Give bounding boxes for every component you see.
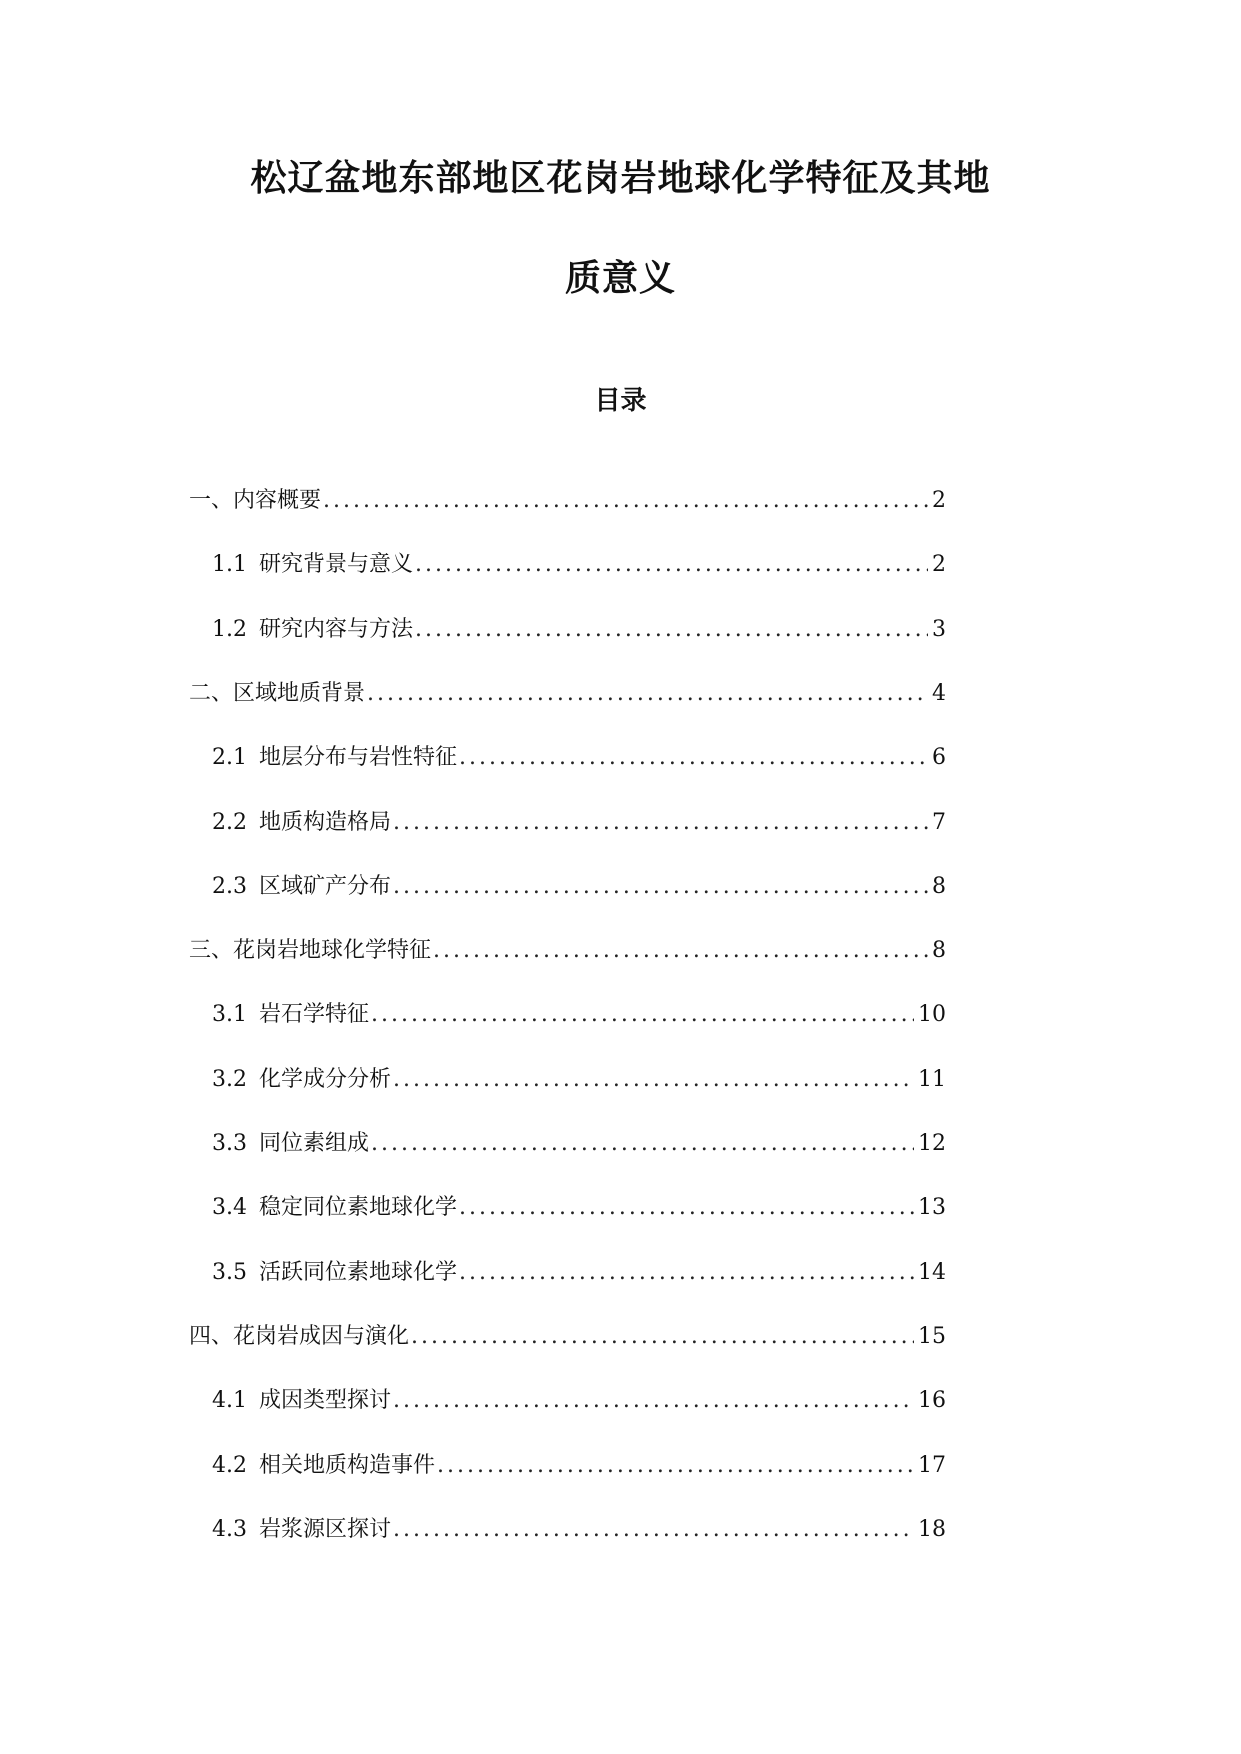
- toc-entry-label: 稳定同位素地球化学: [259, 1195, 458, 1221]
- toc-entry-label: 化学成分分析: [259, 1066, 392, 1092]
- toc-entry-number: 3.5: [212, 1259, 247, 1285]
- toc-entry[interactable]: [212, 1062, 946, 1098]
- toc-entry-number: 4.1: [212, 1388, 247, 1414]
- document-title-line-2: 质意义: [564, 257, 676, 299]
- toc-entry-page-number: 15: [918, 1323, 946, 1349]
- toc-entry-page-number: 14: [918, 1259, 946, 1285]
- toc-entry-number: 3.4: [212, 1195, 247, 1221]
- toc-entry-number: 1.2: [212, 616, 247, 642]
- toc-entry[interactable]: [212, 997, 946, 1033]
- toc-entry-number: 2.1: [212, 745, 247, 771]
- toc-entry-page-number: 16: [918, 1388, 946, 1414]
- toc-entry-label: 一、内容概要: [189, 488, 322, 513]
- toc-entry-label: 成因类型探讨: [259, 1388, 392, 1414]
- toc-entry[interactable]: [212, 612, 946, 648]
- document-title-line-1: 松辽盆地东部地区花岗岩地球化学特征及其地: [250, 157, 991, 199]
- toc-entry-label: 区域矿产分布: [259, 873, 392, 899]
- toc-entry-label: 同位素组成: [259, 1131, 370, 1156]
- toc-entry-page-number: 10: [918, 1002, 946, 1028]
- toc-entry-number: 4.2: [212, 1452, 247, 1478]
- toc-entry-page-number: 8: [932, 873, 946, 899]
- toc-entry-page-number: 17: [918, 1452, 946, 1478]
- toc-entry-page-number: 11: [918, 1066, 946, 1092]
- toc-entry-number: 3.3: [212, 1131, 247, 1156]
- toc-entry-page-number: 2: [932, 552, 946, 578]
- toc-entry-number: 3.1: [212, 1002, 247, 1028]
- toc-leader-dots: [393, 1062, 914, 1098]
- toc-entry-page-number: 18: [918, 1516, 946, 1542]
- toc-entry-label: 岩浆源区探讨: [259, 1516, 392, 1542]
- toc-leader-dots: [367, 676, 928, 712]
- toc-entry-number: 2.3: [212, 873, 247, 899]
- toc-entry-page-number: 6: [932, 745, 946, 771]
- toc-entry[interactable]: [212, 1383, 946, 1419]
- toc-entry-label: 二、区域地质背景: [189, 680, 366, 706]
- toc-heading: 目录: [594, 386, 647, 416]
- toc-entry-page-number: 2: [932, 488, 946, 513]
- toc-entry-page-number: 3: [932, 616, 946, 642]
- toc-entry[interactable]: [212, 1255, 946, 1291]
- toc-entry[interactable]: [212, 869, 946, 905]
- toc-leader-dots: [415, 612, 928, 648]
- toc-entry[interactable]: [212, 1190, 946, 1226]
- toc-entry-page-number: 4: [932, 680, 946, 706]
- toc-entry-label: 研究内容与方法: [259, 616, 414, 642]
- toc-leader-dots: [459, 1190, 914, 1226]
- toc-entry[interactable]: [212, 547, 946, 583]
- toc-entry[interactable]: [212, 1448, 946, 1484]
- toc-entry-number: 4.3: [212, 1516, 247, 1542]
- toc-entry-page-number: 7: [932, 809, 946, 835]
- toc-leader-dots: [459, 1255, 914, 1291]
- toc-entry-label: 地质构造格局: [259, 809, 392, 835]
- toc-entry[interactable]: [212, 1512, 946, 1548]
- toc-leader-dots: [393, 869, 928, 905]
- toc-leader-dots: [371, 997, 914, 1033]
- toc-entry[interactable]: [189, 1319, 946, 1355]
- toc-entry-number: 1.1: [212, 552, 247, 578]
- toc-leader-dots: [393, 1383, 914, 1419]
- toc-leader-dots: [411, 1319, 914, 1355]
- toc-leader-dots: [433, 933, 928, 969]
- toc-leader-dots: [437, 1448, 914, 1484]
- toc-entry-label: 岩石学特征: [259, 1002, 370, 1028]
- toc-leader-dots: [393, 1512, 914, 1548]
- toc-entry-label: 三、花岗岩地球化学特征: [189, 938, 432, 964]
- toc-entry-page-number: 13: [918, 1195, 946, 1221]
- toc-entry-page-number: 8: [932, 938, 946, 964]
- toc-entry-number: 2.2: [212, 809, 247, 835]
- toc-leader-dots: [415, 547, 928, 583]
- toc-entry-label: 四、花岗岩成因与演化: [189, 1323, 410, 1349]
- toc-entry-number: 3.2: [212, 1066, 247, 1092]
- toc-entry[interactable]: [212, 740, 946, 776]
- toc-entry[interactable]: [212, 1126, 946, 1162]
- toc-leader-dots: [323, 483, 928, 519]
- toc-leader-dots: [371, 1126, 914, 1162]
- toc-entry[interactable]: [189, 483, 946, 519]
- toc-leader-dots: [393, 805, 928, 841]
- toc-entry-label: 活跃同位素地球化学: [259, 1259, 458, 1285]
- toc-entry-page-number: 12: [918, 1131, 946, 1156]
- toc-entry-label: 研究背景与意义: [259, 552, 414, 578]
- toc-leader-dots: [459, 740, 928, 776]
- toc-entry[interactable]: [189, 676, 946, 712]
- toc-entry[interactable]: [189, 933, 946, 969]
- toc-entry-label: 地层分布与岩性特征: [259, 745, 458, 771]
- toc-entry[interactable]: [212, 805, 946, 841]
- toc-entry-label: 相关地质构造事件: [259, 1452, 436, 1478]
